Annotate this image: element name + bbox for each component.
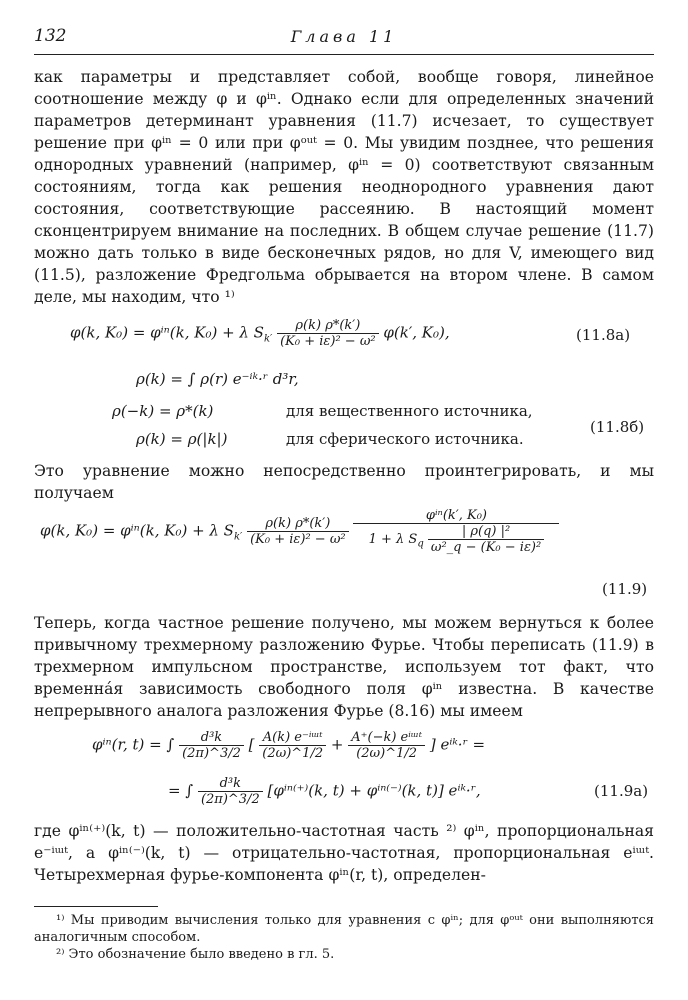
eq-11-9-inner-num: | ρ(q) |² (428, 524, 544, 540)
page-number: 132 (34, 26, 67, 46)
equation-11-9a-line-2 (168, 776, 481, 807)
eq-11-9a-d3k: d³k (179, 730, 244, 746)
equation-rho-2: ρ(−k) = ρ*(k) (112, 402, 214, 420)
eq-11-9a-term-2-num: A⁺(−k) eⁱᵚᵗ (348, 730, 425, 746)
eq-11-9-fraction-2 (353, 508, 559, 555)
paragraph-2: Это уравнение можно непосредственно проинтегрировать, и мы получаем (34, 462, 654, 502)
eq-11-9-inner-den: ω²_q − (K₀ − iε)² (430, 540, 542, 555)
eq-11-9-lhs: φ(k, K₀) = φⁱⁿ(k, K₀) + λ S (40, 521, 234, 540)
eq-11-9a-line-2-2pi: (2π)^3/2 (200, 792, 260, 807)
footnote-1: ¹⁾ Мы приводим вычисления только для уравнения с φⁱⁿ; для φᵒᵘᵗ они выполняются аналогичным способом. (34, 913, 654, 945)
eq-11-8a-tail: φ(k′, K₀), (383, 323, 450, 342)
label-11-8b: (11.8б) (590, 418, 645, 436)
equation-rho-2-note: для вещественного источника, (286, 402, 533, 420)
eq-11-9a-term-2 (348, 730, 425, 761)
eq-11-9-num-2: φⁱⁿ(k′, K₀) (353, 508, 559, 524)
equation-11-9a-line-1: φⁱⁿ(r, t) = ∫ $\frac{\text{d³k}}{(2\pi)\^{}3/2}$ [ $\frac{\text{A(k) e⁻ⁱᵚᵗ}}{(2\omega)\^{}1/2}$ + $\frac{\text{A⁺(−k) eⁱᵚᵗ}}{(2\omega)\^{}1/2}$ ] eⁱᵏ·ʳ = (92, 730, 486, 761)
eq-11-9a-lhs: φⁱⁿ(r, t) = ∫ (92, 735, 175, 754)
chapter-title: Глава 11 (290, 27, 398, 46)
eq-11-9a-term-1-den: (2ω)^1/2 (262, 746, 324, 761)
running-header (34, 26, 654, 50)
eq-11-8a-fraction (277, 318, 379, 349)
footnote-rule (34, 906, 158, 907)
eq-11-9a-line-1-tail: eⁱᵏ·ʳ = (440, 735, 486, 754)
eq-11-9a-term-2-den: (2ω)^1/2 (356, 746, 418, 761)
eq-11-9a-line-2-lhs: = ∫ (168, 781, 194, 800)
equation-rho-3-note: для сферического источника. (286, 430, 524, 448)
footnote-2: ²⁾ Это обозначение было введено в гл. 5. (56, 947, 335, 962)
paragraph-3: Теперь, когда частное решение получено, мы можем вернуться к более привычному трехмерному разложению Фурье. Чтобы переписать (11.9) в трехмерном импульсном пространстве, используем тот факт, что временна́я зависимость свободного поля φⁱⁿ известна. В качестве непрерывного аналога разложения Фурье (8.16) мы имеем (34, 614, 654, 720)
eq-11-9a-term-1-num: A(k) e⁻ⁱᵚᵗ (259, 730, 326, 746)
paragraph-4: где φⁱⁿ⁽⁺⁾(k, t) — положительно-частотная часть ²⁾ φⁱⁿ, пропорциональная e⁻ⁱᵚᵗ, а φⁱⁿ⁽⁻⁾(k, t) — отрицательно-частотная, пропорциональная eⁱᵚᵗ. Четырехмерная фурье-компонента φⁱⁿ(r, t), определен- (34, 822, 654, 884)
eq-11-9-den-2-a: 1 + λ S (368, 532, 418, 547)
eq-11-9-den-2 (353, 524, 559, 555)
eq-11-9a-term-1 (259, 730, 326, 761)
equation-rho-1: ρ(k) = ∫ ρ(r) e⁻ⁱᵏ·ʳ d³r, (136, 370, 299, 388)
eq-11-8a-index: k′ (263, 333, 273, 345)
eq-11-9a-line-2-d3k: d³k (198, 776, 263, 792)
equation-11-9 (40, 508, 559, 555)
eq-11-9a-measure (179, 730, 244, 761)
eq-11-9-den-2-index: q (417, 538, 424, 550)
eq-11-8a-lhs: φ(k, K₀) = φⁱⁿ(k, K₀) + λ S (70, 323, 264, 342)
header-rule (34, 54, 654, 55)
eq-11-9-index: k′ (233, 531, 243, 543)
equation-11-8a (70, 318, 450, 349)
eq-11-9a-2pi: (2π)^3/2 (182, 746, 241, 761)
paragraph-1: как параметры и представляет собой, вообще говоря, линейное соотношение между φ и φⁱⁿ. Однако если для определенных значений параметров детерминант уравнения (11.7) исчезает, то существует решение при φⁱⁿ = 0 или при φᵒᵘᵗ = 0. Мы увидим позднее, что решения однородных уравнений (например, φⁱⁿ = 0) соответствуют связанным состояниям, тогда как решения неоднородного уравнения дают состояния, соответствующие рассеянию. В настоящий момент сконцентрируем внимание на последних. В общем случае решение (11.7) можно дать только в виде бесконечных рядов, но для V, имеющего вид (11.5), разложение Фредгольма обрывается на втором члене. В самом деле, мы находим, что ¹⁾ (34, 68, 654, 306)
eq-11-9a-line-2-measure (198, 776, 263, 807)
eq-11-9-inner-fraction (428, 524, 544, 555)
eq-11-8a-numerator: ρ(k) ρ*(k′) (277, 318, 379, 334)
eq-11-9-num-1: ρ(k) ρ*(k′) (247, 516, 349, 532)
eq-11-9a-plus: + (330, 735, 344, 754)
eq-11-9-fraction-1 (247, 516, 349, 547)
eq-11-9-den-1: (K₀ + iε)² − ω² (250, 532, 346, 547)
eq-11-9a-line-2-body: [φⁱⁿ⁽⁺⁾(k, t) + φⁱⁿ⁽⁻⁾(k, t)] eⁱᵏ·ʳ, (267, 781, 481, 800)
equation-rho-3: ρ(k) = ρ(|k|) (136, 430, 228, 448)
eq-11-8a-denominator: (K₀ + iε)² − ω² (280, 334, 376, 349)
label-11-8a: (11.8а) (576, 326, 631, 344)
label-11-9a: (11.9а) (594, 782, 649, 800)
label-11-9: (11.9) (602, 580, 648, 598)
